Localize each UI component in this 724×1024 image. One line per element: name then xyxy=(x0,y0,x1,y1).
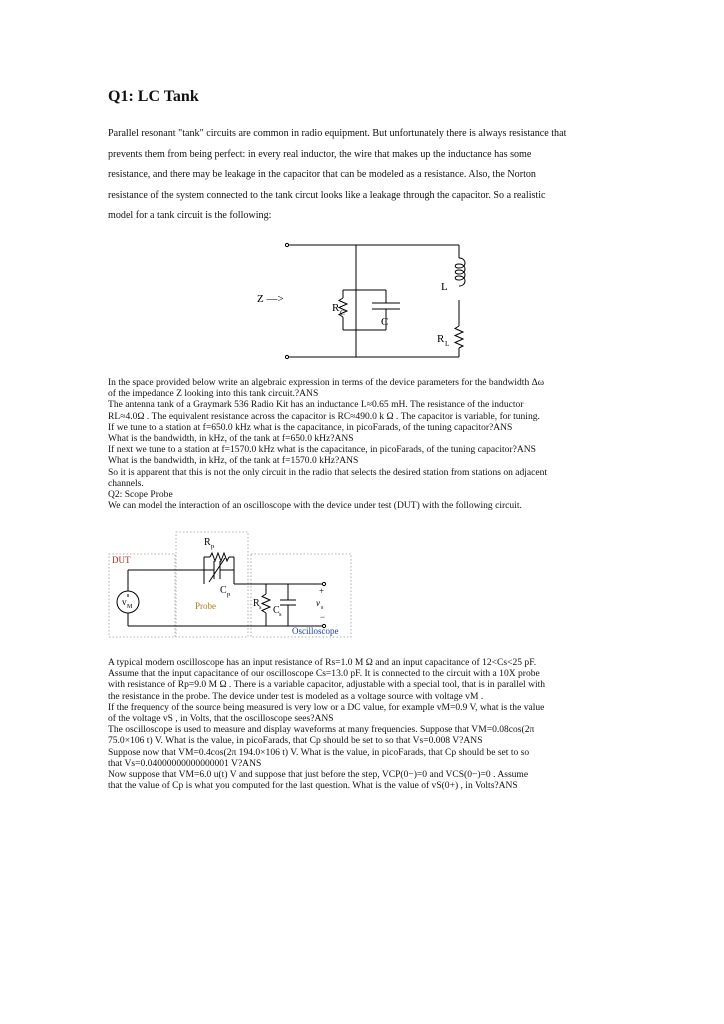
paragraph-line: resistance of the system connected to the tank circut looks like a leakage through the capacitor. So a realistic xyxy=(108,189,546,201)
paragraph-line: Parallel resonant "tank" circuits are common in radio equipment. But unfortunately there is always resistance that xyxy=(108,128,567,139)
rs-label: R xyxy=(253,598,260,609)
paragraph-line: RL≈4.0Ω . The equivalent resistance across the capacitor is RC≈490.0 k Ω . The capacitor is variable, for tuning. xyxy=(108,410,540,422)
resistor-rs-symbol xyxy=(262,594,270,613)
paragraph-line: In the space provided below write an algebraic expression in terms of the device parameters for the bandwidth Δω xyxy=(108,377,545,388)
q1-questions-text xyxy=(108,377,623,511)
top-terminal xyxy=(285,243,288,246)
paragraph-line: resistance, and there may be leakage in the capacitor that can be modeled as a resistance. Also, the Norton xyxy=(108,169,536,181)
vm-label: v xyxy=(122,597,127,607)
paragraph-line: prevents them from being perfect: in every real inductor, the wire that makes up the inductance has some xyxy=(108,148,532,160)
question-1-title: Q1: LC Tank xyxy=(108,88,199,105)
paragraph-line: 75.0×106 t) V. What is the value, in picoFarads, that Cp should be set to so that Vs=0.008 V?ANS xyxy=(108,735,483,747)
minus-sign: − xyxy=(320,612,326,622)
vs-subscript: s xyxy=(321,605,324,611)
rc-subscript: C xyxy=(340,309,345,317)
paragraph-line: model for a tank circuit is the following: xyxy=(108,210,272,222)
rs-subscript: s xyxy=(259,604,262,611)
cs-subscript: s xyxy=(279,611,282,618)
q2-questions-text xyxy=(108,657,623,791)
paragraph-line: Suppose now that VM=0.4cos(2π 194.0×106 t) V. What is the value, in picoFarads, that Cp should be set to so xyxy=(108,746,530,758)
paragraph-line: We can model the interaction of an oscilloscope with the device under test (DUT) with the following circuit. xyxy=(108,500,522,512)
vs-label: v xyxy=(316,598,320,608)
rc-label: R xyxy=(332,302,340,314)
rp-label: R xyxy=(204,537,211,548)
bottom-terminal xyxy=(285,355,288,358)
paragraph-line: A typical modern oscilloscope has an input resistance of Rs=1.0 M Ω and an input capacitance of 12<Cs<25 pF. xyxy=(108,657,537,668)
paragraph-line: If next we tune to a station at f=1570.0 kHz what is the capacitance, in picoFarads, of the tuning capacitor?ANS xyxy=(108,444,536,456)
paragraph-line: channels. xyxy=(108,477,144,489)
lc-tank-circuit-diagram xyxy=(240,238,490,363)
vm-subscript: M xyxy=(127,604,133,610)
paragraph-line: that the value of Cp is what you computed for the last question. What is the value of vS(0+) , in Volts?ANS xyxy=(108,780,518,792)
paragraph-line: that Vs=0.04000000000000001 V?ANS xyxy=(108,757,262,769)
question-2-title: Q2: Scope Probe xyxy=(108,489,173,501)
cp-subscript: p xyxy=(227,591,231,598)
paragraph-line: the resistance in the probe. The device under test is modeled as a voltage source with voltage vM . xyxy=(108,690,484,702)
paragraph-line: of the voltage vS , in Volts, that the oscilloscope sees?ANS xyxy=(108,713,334,725)
paragraph-line: So it is apparent that this is not the only circuit in the radio that selects the desired station from stations on adjacent xyxy=(108,466,548,478)
paragraph-line: If we tune to a station at f=650.0 kHz what is the capacitance, in picoFarads, of the tuning capacitor?ANS xyxy=(108,421,513,433)
paragraph-line: The antenna tank of a Graymark 536 Radio Kit has an inductance L≈0.65 mH. The resistance of the inductor xyxy=(108,399,524,411)
q1-intro-paragraph xyxy=(108,124,623,227)
paragraph-line: What is the bandwidth, in kHz, of the tank at f=650.0 kHz?ANS xyxy=(108,433,354,445)
rl-label: R xyxy=(437,333,445,345)
resistor-rl-symbol xyxy=(455,326,463,348)
rp-subscript: p xyxy=(211,543,215,550)
paragraph-line: with resistance of Rp=9.0 M Ω . There is a variable capacitor, adjustable with a special tool, that is in parallel with xyxy=(108,679,546,691)
impedance-label: Z —> xyxy=(257,293,284,305)
dut-label: DUT xyxy=(112,555,131,565)
cs-label: C xyxy=(273,605,280,616)
probe-label: Probe xyxy=(195,601,216,611)
cp-label: C xyxy=(220,585,227,596)
paragraph-line: Now suppose that VM=6.0 u(t) V and suppose that just before the step, VCP(0−)=0 and VCS(0−)=0 . Assume xyxy=(108,769,529,781)
resistor-rp-symbol xyxy=(210,553,229,561)
paragraph-line: If the frequency of the source being measured is very low or a DC value, for example vM=0.9 V, what is the value xyxy=(108,701,545,713)
inductor-label: L xyxy=(441,281,448,293)
plus-sign: + xyxy=(319,586,325,596)
paragraph-line: of the impedance Z looking into this tank circuit.?ANS xyxy=(108,388,319,400)
rl-subscript: L xyxy=(445,340,450,348)
paragraph-line: The oscilloscope is used to measure and display waveforms at many frequencies. Suppose that VM=0.08cos(2π xyxy=(108,724,535,736)
inductor-symbol xyxy=(455,258,465,286)
oscilloscope-label: Oscilloscope xyxy=(292,626,339,636)
paragraph-line: What is the bandwidth, in kHz, of the tank at f=1570.0 kHz?ANS xyxy=(108,455,359,467)
scope-probe-circuit-diagram xyxy=(108,530,358,642)
capacitor-label: C xyxy=(381,316,389,328)
paragraph-line: Assume that the input capacitance of our oscilloscope Cs=13.0 pF. It is connected to the circuit with a 10X probe xyxy=(108,668,540,680)
